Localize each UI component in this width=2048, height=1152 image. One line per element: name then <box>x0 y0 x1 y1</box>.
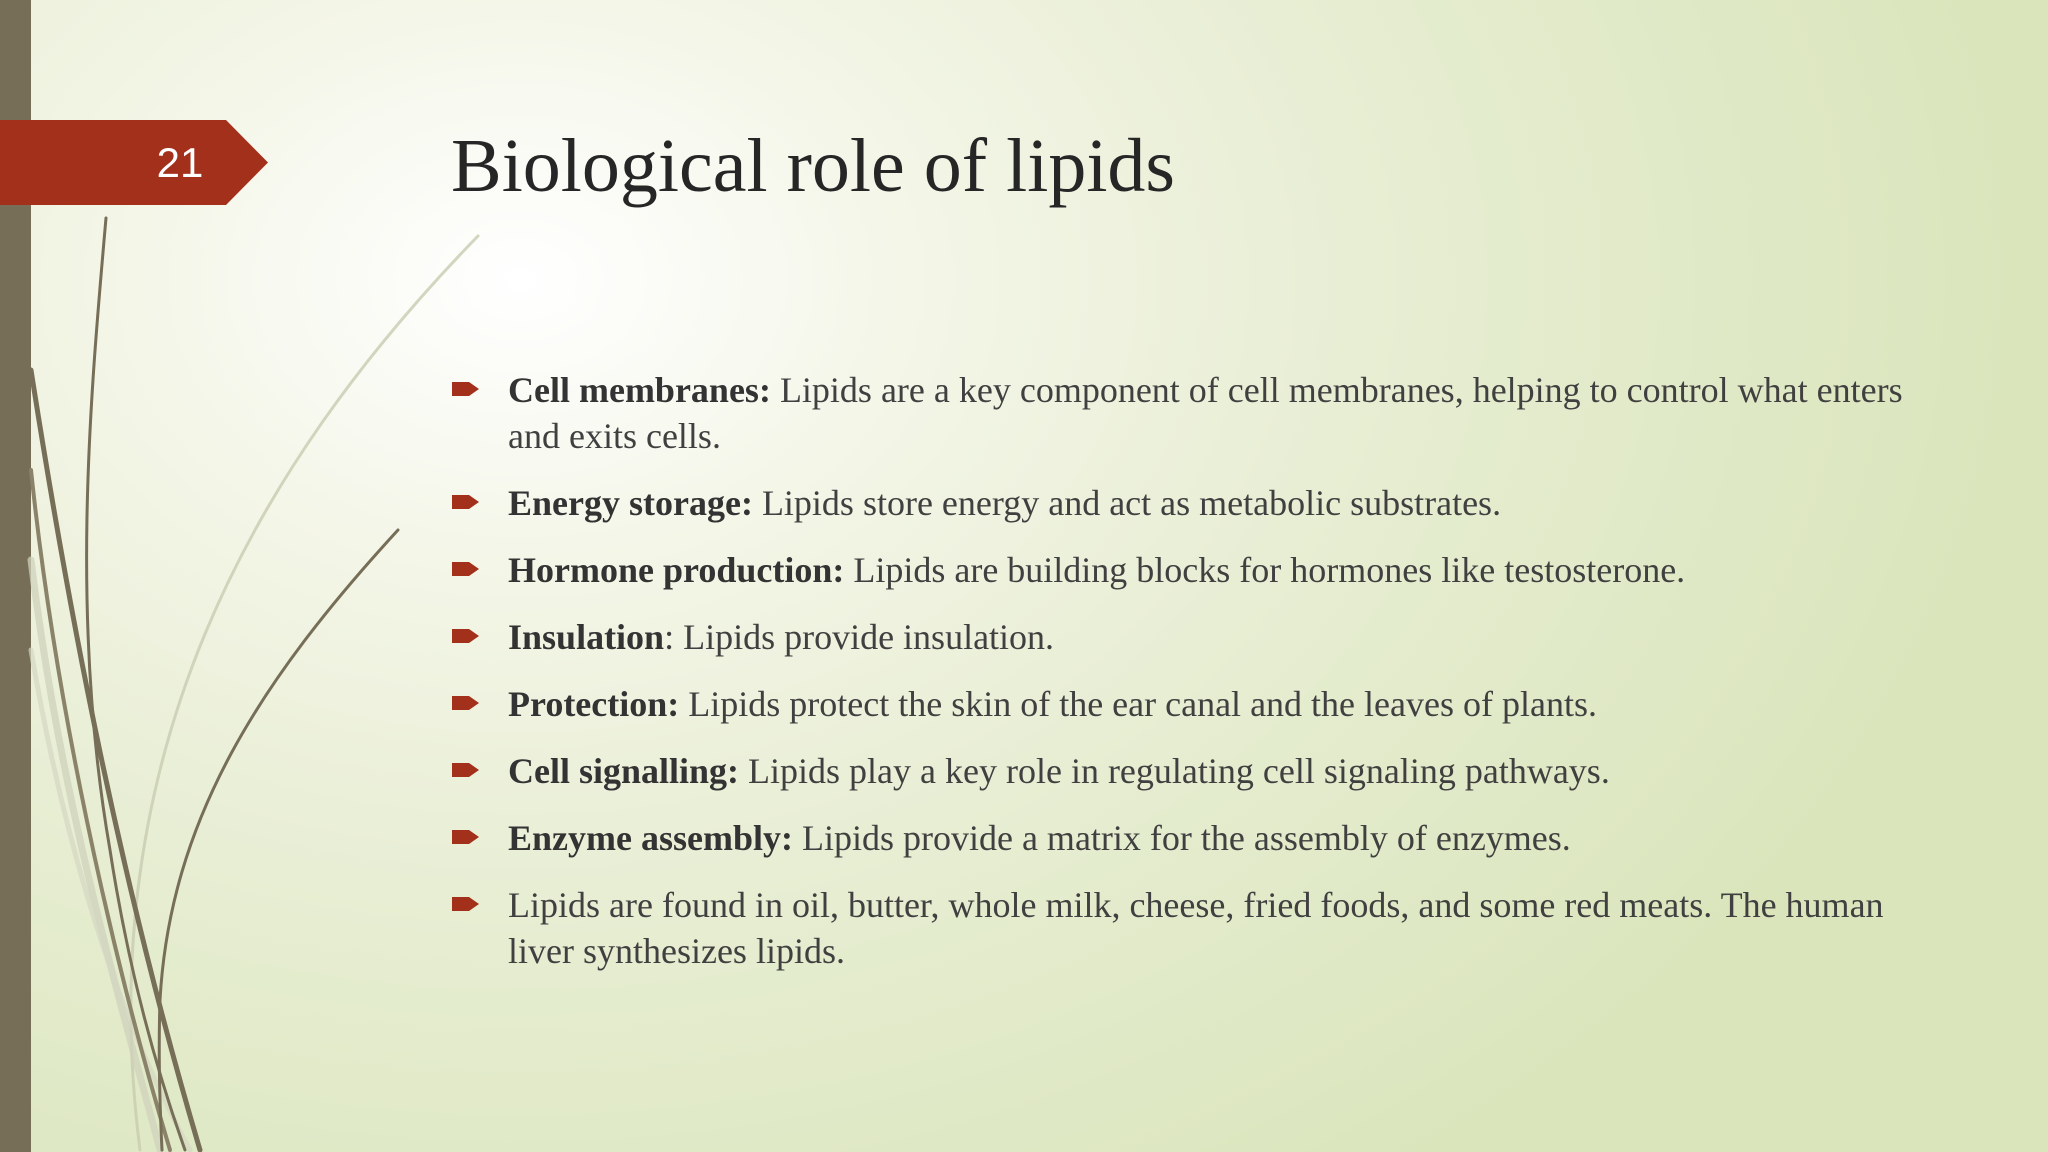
bullet-text: Lipids play a key role in regulating cell signaling pathways. <box>739 751 1610 791</box>
arrow-right-icon <box>452 693 479 713</box>
bullet-term: Energy storage: <box>508 483 753 523</box>
slide-title: Biological role of lipids <box>451 124 1176 208</box>
arrow-right-icon <box>452 827 479 847</box>
bullet-text: : Lipids provide insulation. <box>664 617 1055 657</box>
arrow-right-icon <box>452 760 479 780</box>
bullet-term: Insulation <box>508 617 665 657</box>
bullet-text: Lipids are found in oil, butter, whole milk, cheese, fried foods, and some red meats. The human liver synthesizes lipids. <box>508 885 1884 971</box>
arrow-right-icon <box>452 492 479 512</box>
bullet-insulation <box>452 614 1912 660</box>
bullet-text: Lipids are a key component of cell membranes, helping to control what enters and exits cells. <box>508 370 1903 456</box>
arrow-right-icon <box>452 894 479 914</box>
bullet-cell-membranes <box>452 367 1912 459</box>
arrow-right-icon <box>452 626 479 646</box>
bullet-term: Cell membranes: <box>508 370 771 410</box>
bullet-text: Lipids provide a matrix for the assembly of enzymes. <box>792 818 1571 858</box>
arrow-right-icon <box>452 559 479 579</box>
bullet-enzyme-assembly <box>452 815 1912 861</box>
bullet-food-sources <box>452 882 1912 974</box>
bullet-energy-storage <box>452 480 1912 526</box>
bullet-hormone-production <box>452 547 1912 593</box>
slide-number: 21 <box>156 139 204 186</box>
bullet-term: Cell signalling: <box>508 751 740 791</box>
bullet-term: Hormone production: <box>508 550 845 590</box>
bullet-protection <box>452 681 1912 727</box>
arrow-right-icon <box>452 379 479 399</box>
bullet-text: Lipids are building blocks for hormones like testosterone. <box>844 550 1686 590</box>
bullet-term: Enzyme assembly: <box>508 818 793 858</box>
bullet-list <box>452 367 1912 995</box>
bullet-text: Lipids store energy and act as metabolic substrates. <box>752 483 1502 523</box>
bullet-text: Lipids protect the skin of the ear canal and the leaves of plants. <box>679 684 1597 724</box>
bullet-cell-signalling <box>452 748 1912 794</box>
bullet-term: Protection: <box>508 684 680 724</box>
